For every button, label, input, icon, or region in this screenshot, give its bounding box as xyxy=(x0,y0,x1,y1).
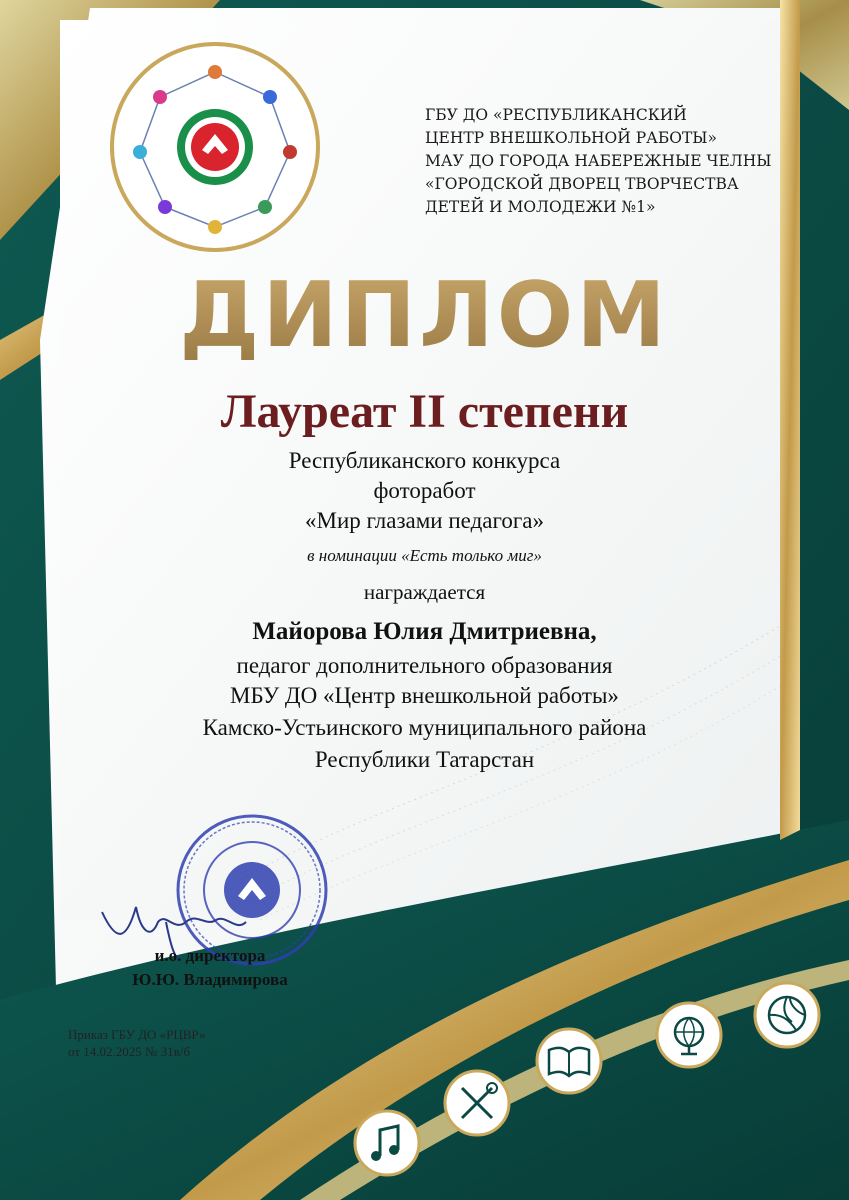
signatory-name: Ю.Ю. Владимирова xyxy=(132,970,288,989)
org-line: ГБУ ДО «РЕСПУБЛИКАНСКИЙ xyxy=(425,106,687,124)
tools-icon xyxy=(442,1068,512,1138)
volleyball-icon xyxy=(752,980,822,1050)
diploma-title-text: ДИПЛОМ xyxy=(179,263,669,368)
order-reference xyxy=(68,1026,205,1060)
org-line: «ГОРОДСКОЙ ДВОРЕЦ ТВОРЧЕСТВА xyxy=(425,175,739,193)
organization-header xyxy=(425,104,771,219)
music-note-icon xyxy=(352,1108,422,1178)
contest-line: фоторабот xyxy=(373,478,476,503)
diploma-title xyxy=(0,262,849,372)
recipient-detail: МБУ ДО «Центр внешкольной работы» xyxy=(230,683,619,708)
recipient-detail: Республики Татарстан xyxy=(314,747,535,772)
recipient-detail: Камско-Устьинского муниципального района xyxy=(202,715,647,740)
recipient-name: Майорова Юлия Дмитриевна, xyxy=(252,618,597,645)
nomination: в номинации «Есть только миг» xyxy=(307,546,542,565)
order-line: Приказ ГБУ ДО «РЦВР» xyxy=(68,1027,206,1042)
contest-line: Республиканского конкурса xyxy=(288,448,561,473)
organization-logo xyxy=(110,42,320,252)
org-line: ДЕТЕЙ И МОЛОДЕЖИ №1» xyxy=(425,198,656,216)
signatory-block xyxy=(110,944,310,992)
signatory-position: и.о. директора xyxy=(154,946,266,965)
globe-icon xyxy=(654,1000,724,1070)
order-line: от 14.02.2025 № 31в/б xyxy=(68,1044,191,1059)
recipient-detail: педагог дополнительного образования xyxy=(236,653,613,678)
book-icon xyxy=(534,1026,604,1096)
contest-line: «Мир глазами педагога» xyxy=(305,508,544,533)
awarded-label: награждается xyxy=(363,580,486,604)
org-line: ЦЕНТР ВНЕШКОЛЬНОЙ РАБОТЫ» xyxy=(425,129,718,147)
org-line: МАУ ДО ГОРОДА НАБЕРЕЖНЫЕ ЧЕЛНЫ xyxy=(425,152,772,170)
laureate-degree: Лауреат II степени xyxy=(220,385,629,438)
